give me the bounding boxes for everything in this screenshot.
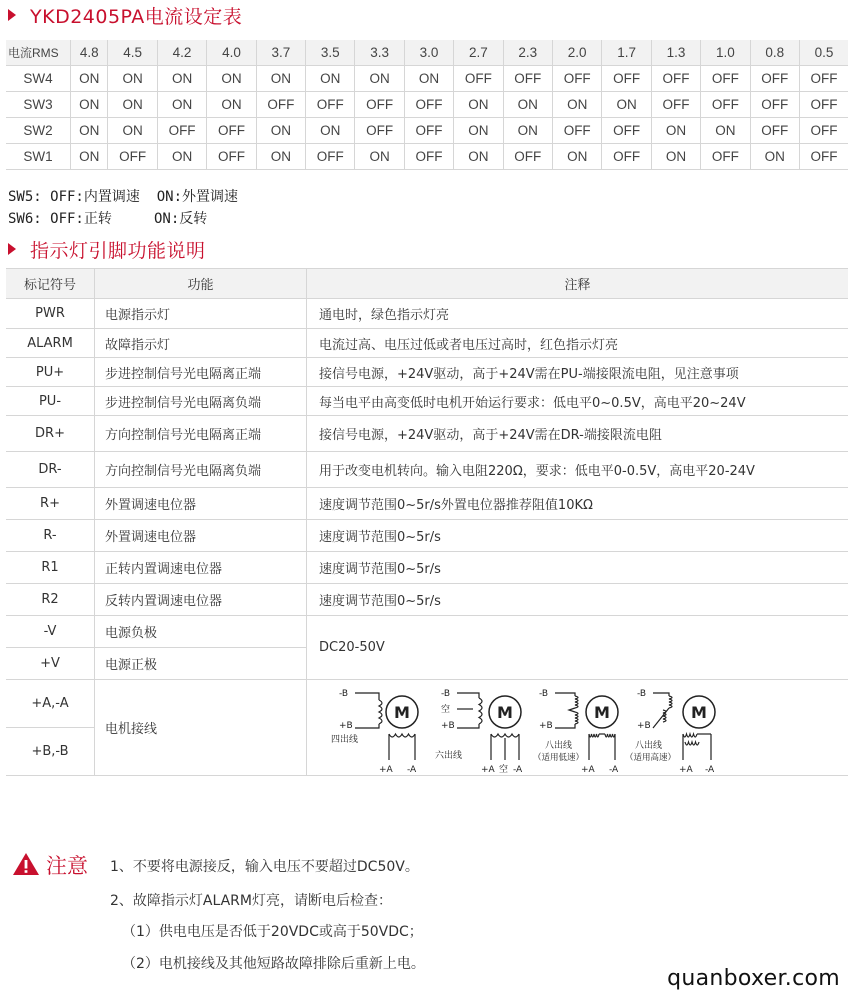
header-function: 功能 bbox=[95, 269, 307, 299]
switch-name-cell: SW2 bbox=[6, 118, 71, 144]
pin-symbol-cell: PU- bbox=[6, 387, 95, 416]
notice-line-2: 2、故障指示灯ALARM灯亮，请断电后检查： bbox=[110, 893, 392, 909]
switch-state-cell: OFF bbox=[306, 144, 355, 170]
table-row bbox=[6, 299, 848, 329]
pin-symbol-cell: +B,-B bbox=[6, 728, 95, 776]
motor-letter: M bbox=[594, 702, 610, 722]
current-table-title-text: YKD2405PA电流设定表 bbox=[30, 6, 243, 28]
pin-symbol-cell: ALARM bbox=[6, 329, 95, 358]
coil-winding bbox=[379, 700, 382, 724]
switch-state-cell: ON bbox=[108, 66, 157, 92]
switch-state-cell: OFF bbox=[454, 66, 503, 92]
notice-line-4: （2）电机接线及其他短路故障排除后重新上电。 bbox=[122, 956, 425, 972]
pin-note-cell: 用于改变电机转向。输入电阻220Ω，要求：低电平0-0.5V，高电平20-24V bbox=[307, 452, 849, 488]
wiring-line bbox=[569, 708, 575, 712]
switch-state-cell: ON bbox=[71, 118, 108, 144]
current-table-title bbox=[8, 2, 242, 29]
pin-function-cell: 步进控制信号光电隔离正端 bbox=[95, 358, 307, 387]
table-row bbox=[6, 680, 848, 728]
switch-state-cell: ON bbox=[701, 118, 750, 144]
switch-state-cell: OFF bbox=[701, 66, 750, 92]
switch-name-cell: SW3 bbox=[6, 92, 71, 118]
header-symbol: 标记符号 bbox=[6, 269, 95, 299]
wiring-caption: 六出线 bbox=[435, 750, 463, 761]
current-value-cell: 3.0 bbox=[404, 40, 453, 66]
pin-note-cell: 接信号电源，+24V驱动，高于+24V需在PU-端接限流电阻，见注意事项 bbox=[307, 358, 849, 387]
wiring-line bbox=[355, 724, 379, 728]
pin-table-title bbox=[8, 236, 206, 263]
wiring-label: -B bbox=[339, 688, 349, 699]
table-row bbox=[6, 358, 848, 387]
wiring-line bbox=[653, 708, 669, 728]
wiring-label: +B bbox=[339, 720, 353, 731]
current-value-cell: 4.0 bbox=[207, 40, 256, 66]
switch-state-cell: OFF bbox=[553, 118, 602, 144]
wiring-label: -B bbox=[539, 688, 549, 699]
coil-winding bbox=[479, 698, 482, 724]
switch-state-cell: ON bbox=[306, 118, 355, 144]
pin-table-title-text: 指示灯引脚功能说明 bbox=[30, 240, 206, 262]
switch-state-cell: ON bbox=[157, 144, 206, 170]
switch-state-cell: ON bbox=[207, 66, 256, 92]
wiring-line bbox=[653, 693, 669, 696]
pin-symbol-cell: DR+ bbox=[6, 416, 95, 452]
pin-function-cell: 外置调速电位器 bbox=[95, 488, 307, 520]
switch-state-cell: ON bbox=[355, 66, 404, 92]
coil-winding bbox=[491, 734, 519, 737]
triangle-bullet-icon bbox=[8, 9, 16, 21]
switch-state-cell: ON bbox=[454, 144, 503, 170]
current-value-cell: 2.3 bbox=[503, 40, 552, 66]
wiring-line bbox=[555, 724, 575, 728]
pin-function-cell: 步进控制信号光电隔离负端 bbox=[95, 387, 307, 416]
wiring-line bbox=[555, 693, 575, 696]
coil-winding bbox=[575, 696, 578, 708]
pin-symbol-cell: -V bbox=[6, 616, 95, 648]
pin-function-cell: 故障指示灯 bbox=[95, 329, 307, 358]
pin-note-cell: 速度调节范围0~5r/s外置电位器推荐阻值10KΩ bbox=[307, 488, 849, 520]
table-row bbox=[6, 584, 848, 616]
switch-state-cell: OFF bbox=[207, 144, 256, 170]
switch-state-cell: ON bbox=[602, 92, 651, 118]
switch-state-cell: OFF bbox=[355, 118, 404, 144]
switch-state-cell: OFF bbox=[404, 92, 453, 118]
watermark-text: quanboxer.com bbox=[667, 966, 840, 991]
coil-winding bbox=[685, 742, 699, 745]
current-value-cell: 0.5 bbox=[799, 40, 848, 66]
coil-winding bbox=[683, 734, 697, 737]
switch-state-cell: OFF bbox=[355, 92, 404, 118]
switch-state-cell: ON bbox=[750, 144, 799, 170]
table-row bbox=[6, 329, 848, 358]
switch-state-cell: ON bbox=[503, 92, 552, 118]
pin-symbol-cell: R1 bbox=[6, 552, 95, 584]
wiring-label: +A bbox=[581, 764, 595, 774]
switch-state-cell: ON bbox=[256, 144, 305, 170]
switch-state-cell: OFF bbox=[651, 66, 700, 92]
wiring-label: +A bbox=[679, 764, 693, 774]
current-value-cell: 0.8 bbox=[750, 40, 799, 66]
motor-letter: M bbox=[497, 702, 513, 722]
switch-state-cell: OFF bbox=[799, 92, 848, 118]
switch-state-cell: OFF bbox=[157, 118, 206, 144]
wiring-label: +B bbox=[637, 720, 651, 731]
switch-state-cell: ON bbox=[553, 144, 602, 170]
switch-state-cell: OFF bbox=[503, 144, 552, 170]
switch-state-cell: OFF bbox=[799, 118, 848, 144]
header-note: 注释 bbox=[307, 269, 849, 299]
motor-letter: M bbox=[691, 702, 707, 722]
switch-state-cell: ON bbox=[207, 92, 256, 118]
switch-state-cell: OFF bbox=[602, 118, 651, 144]
wiring-caption: （适用低速） bbox=[533, 752, 585, 763]
switch-state-cell: ON bbox=[306, 66, 355, 92]
pin-symbol-cell: DR- bbox=[6, 452, 95, 488]
table-row bbox=[6, 488, 848, 520]
switch-state-cell: OFF bbox=[306, 92, 355, 118]
sw6-note: SW6: OFF:正转 ON:反转 bbox=[8, 211, 208, 227]
notice-line-3: （1）供电电压是否低于20VDC或高于50VDC； bbox=[122, 924, 423, 940]
current-value-cell: 1.7 bbox=[602, 40, 651, 66]
switch-state-cell: ON bbox=[503, 118, 552, 144]
switch-state-cell: ON bbox=[355, 144, 404, 170]
switch-state-cell: OFF bbox=[404, 144, 453, 170]
switch-state-cell: OFF bbox=[750, 66, 799, 92]
coil-winding bbox=[389, 734, 415, 737]
current-value-cell: 3.7 bbox=[256, 40, 305, 66]
switch-state-cell: OFF bbox=[701, 144, 750, 170]
wiring-label: -A bbox=[705, 764, 715, 774]
switch-name-cell: SW4 bbox=[6, 66, 71, 92]
motor-wiring-diagrams bbox=[307, 682, 847, 774]
warning-icon bbox=[12, 852, 40, 876]
wiring-label: -A bbox=[513, 764, 523, 774]
switch-state-cell: ON bbox=[454, 118, 503, 144]
current-header-row bbox=[6, 40, 848, 66]
switch-state-cell: OFF bbox=[602, 66, 651, 92]
motor-letter: M bbox=[394, 702, 410, 722]
pin-function-table bbox=[6, 268, 848, 776]
switch-state-cell: OFF bbox=[799, 66, 848, 92]
wiring-caption: 四出线 bbox=[331, 734, 359, 745]
switch-row bbox=[6, 144, 848, 170]
switch-state-cell: ON bbox=[108, 92, 157, 118]
coil-winding bbox=[605, 734, 615, 737]
wiring-line bbox=[457, 693, 479, 698]
table-row bbox=[6, 616, 848, 648]
wiring-label: 空 bbox=[499, 764, 509, 774]
current-setting-table bbox=[6, 40, 848, 170]
pin-function-cell: 电源负极 bbox=[95, 616, 307, 648]
switch-row bbox=[6, 118, 848, 144]
table-header-row bbox=[6, 269, 848, 299]
pin-function-cell: 方向控制信号光电隔离负端 bbox=[95, 452, 307, 488]
switch-state-cell: ON bbox=[651, 144, 700, 170]
current-value-cell: 4.8 bbox=[71, 40, 108, 66]
table-row bbox=[6, 387, 848, 416]
table-row bbox=[6, 552, 848, 584]
pin-note-cell: 电流过高、电压过低或者电压过高时，红色指示灯亮 bbox=[307, 329, 849, 358]
switch-state-cell: OFF bbox=[799, 144, 848, 170]
pin-function-cell: 外置调速电位器 bbox=[95, 520, 307, 552]
switch-state-cell: ON bbox=[71, 92, 108, 118]
motor-wiring-cell bbox=[307, 680, 849, 776]
pin-symbol-cell: +V bbox=[6, 648, 95, 680]
switch-state-cell: ON bbox=[71, 66, 108, 92]
current-value-cell: 4.2 bbox=[157, 40, 206, 66]
wiring-label: -B bbox=[637, 688, 647, 699]
wiring-caption: 八出线 bbox=[545, 740, 573, 751]
pin-symbol-cell: PU+ bbox=[6, 358, 95, 387]
switch-state-cell: ON bbox=[108, 118, 157, 144]
wiring-line bbox=[355, 693, 379, 700]
switch-state-cell: OFF bbox=[108, 144, 157, 170]
switch-state-cell: ON bbox=[553, 92, 602, 118]
switch-row bbox=[6, 66, 848, 92]
switch-state-cell: ON bbox=[404, 66, 453, 92]
pin-note-cell: 速度调节范围0~5r/s bbox=[307, 520, 849, 552]
pin-function-cell: 电源正极 bbox=[95, 648, 307, 680]
wiring-label: +A bbox=[481, 764, 495, 774]
wiring-caption: （适用高速） bbox=[625, 752, 677, 763]
table-row bbox=[6, 520, 848, 552]
pin-function-cell: 电源指示灯 bbox=[95, 299, 307, 329]
current-row-header: 电流RMS bbox=[6, 40, 71, 66]
pin-note-cell: 接信号电源，+24V驱动，高于+24V需在DR-端接限流电阻 bbox=[307, 416, 849, 452]
pin-symbol-cell: +A,-A bbox=[6, 680, 95, 728]
switch-state-cell: OFF bbox=[701, 92, 750, 118]
switch-state-cell: OFF bbox=[256, 92, 305, 118]
current-value-cell: 1.0 bbox=[701, 40, 750, 66]
current-value-cell: 3.3 bbox=[355, 40, 404, 66]
pin-symbol-cell: R- bbox=[6, 520, 95, 552]
switch-state-cell: OFF bbox=[553, 66, 602, 92]
switch-state-cell: ON bbox=[256, 66, 305, 92]
pin-note-cell: 速度调节范围0~5r/s bbox=[307, 552, 849, 584]
wiring-label: -A bbox=[407, 764, 417, 774]
wiring-caption: 八出线 bbox=[635, 740, 663, 751]
pin-symbol-cell: PWR bbox=[6, 299, 95, 329]
pin-symbol-cell: R2 bbox=[6, 584, 95, 616]
wiring-label: +B bbox=[539, 720, 553, 731]
wiring-label: +A bbox=[379, 764, 393, 774]
sw5-note: SW5: OFF:内置调速 ON:外置调速 bbox=[8, 189, 239, 205]
switch-state-cell: ON bbox=[157, 92, 206, 118]
switch-state-cell: OFF bbox=[750, 118, 799, 144]
switch-state-cell: ON bbox=[454, 92, 503, 118]
switch-state-cell: OFF bbox=[503, 66, 552, 92]
wiring-label: -A bbox=[609, 764, 619, 774]
notice-title: 注意 bbox=[46, 854, 88, 878]
pin-function-cell: 反转内置调速电位器 bbox=[95, 584, 307, 616]
pin-note-cell: 每当电平由高变低时电机开始运行要求：低电平0~0.5V，高电平20~24V bbox=[307, 387, 849, 416]
switch-state-cell: OFF bbox=[602, 144, 651, 170]
coil-winding bbox=[669, 696, 672, 708]
current-value-cell: 3.5 bbox=[306, 40, 355, 66]
table-row bbox=[6, 452, 848, 488]
pin-function-cell: 电机接线 bbox=[95, 680, 307, 776]
coil-winding bbox=[589, 734, 599, 737]
pin-symbol-cell: R+ bbox=[6, 488, 95, 520]
switch-state-cell: OFF bbox=[404, 118, 453, 144]
switch-state-cell: ON bbox=[71, 144, 108, 170]
pin-note-cell: 通电时，绿色指示灯亮 bbox=[307, 299, 849, 329]
triangle-bullet-icon bbox=[8, 243, 16, 255]
pin-note-cell: 速度调节范围0~5r/s bbox=[307, 584, 849, 616]
pin-function-cell: 方向控制信号光电隔离正端 bbox=[95, 416, 307, 452]
switch-state-cell: OFF bbox=[207, 118, 256, 144]
switch-state-cell: OFF bbox=[750, 92, 799, 118]
notice-line-1: 1、不要将电源接反，输入电压不要超过DC50V。 bbox=[110, 859, 419, 875]
wiring-label: 空 bbox=[441, 704, 451, 715]
switch-state-cell: ON bbox=[651, 118, 700, 144]
coil-winding bbox=[575, 712, 578, 724]
pin-function-cell: 正转内置调速电位器 bbox=[95, 552, 307, 584]
current-value-cell: 1.3 bbox=[651, 40, 700, 66]
switch-state-cell: OFF bbox=[651, 92, 700, 118]
current-value-cell: 2.7 bbox=[454, 40, 503, 66]
pin-note-cell: DC20-50V bbox=[307, 616, 849, 680]
table-row bbox=[6, 416, 848, 452]
switch-row bbox=[6, 92, 848, 118]
wiring-line bbox=[457, 724, 479, 728]
switch-name-cell: SW1 bbox=[6, 144, 71, 170]
wiring-label: -B bbox=[441, 688, 451, 699]
current-value-cell: 4.5 bbox=[108, 40, 157, 66]
wiring-label: +B bbox=[441, 720, 455, 731]
switch-state-cell: ON bbox=[256, 118, 305, 144]
switch-state-cell: ON bbox=[157, 66, 206, 92]
current-value-cell: 2.0 bbox=[553, 40, 602, 66]
